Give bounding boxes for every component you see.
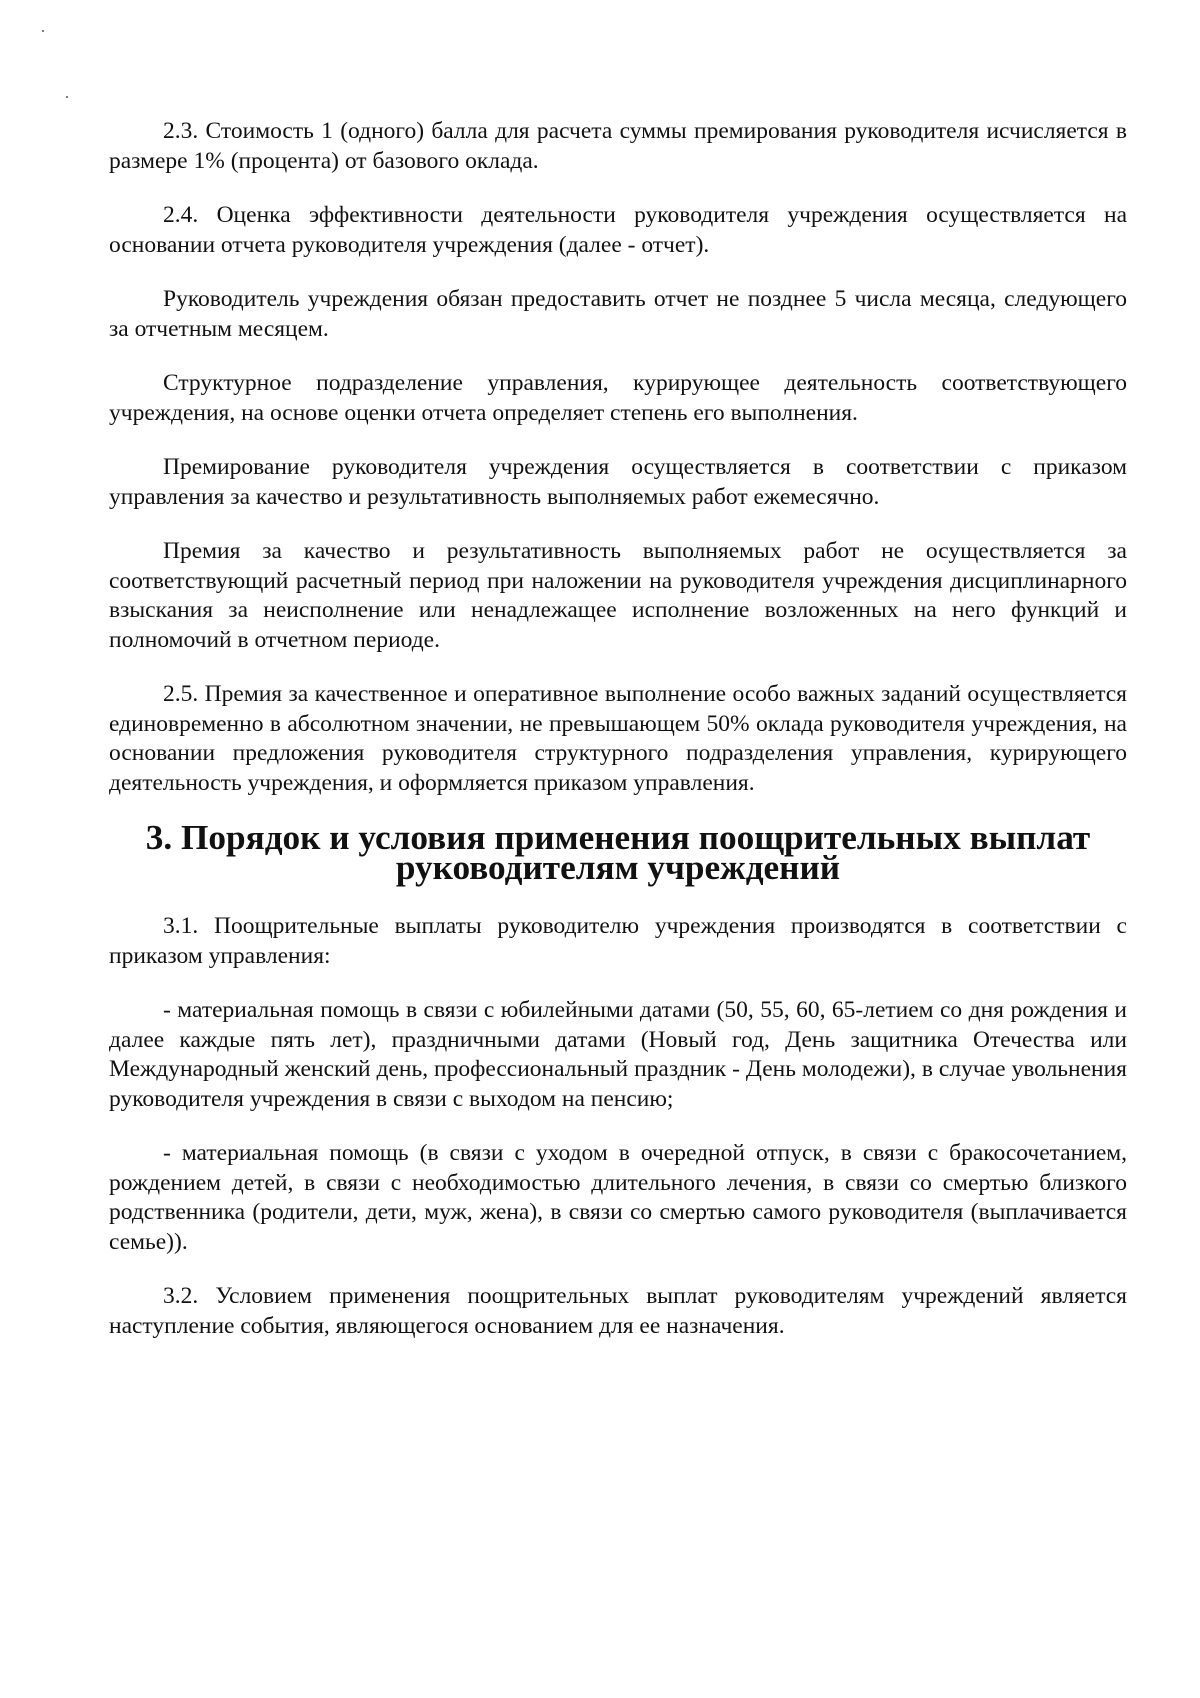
paragraph-3-2: 3.2. Условием применения поощрительных выплат руководителям учреждений является наступление события, являющегося основанием для ее назначения.	[109, 1283, 1127, 1339]
paragraph-2-5: 2.5. Премия за качественное и оперативное выполнение особо важных заданий осуществляется единовременно в абсолютном значении, не превышающем 50% оклада руководителя учреждения, на основании предложения руководителя структурного подразделения управления, курирующего деятельность учреждения, и оформляется приказом управления.	[109, 681, 1127, 796]
section-3-heading-line2: руководителям учреждений	[395, 847, 841, 887]
paragraph-report-deadline: Руководитель учреждения обязан предоставить отчет не позднее 5 числа месяца, следующего за отчетным месяцем.	[109, 286, 1127, 342]
paragraph-2-4: 2.4. Оценка эффективности деятельности руководителя учреждения осуществляется на основании отчета руководителя учреждения (далее - отчет).	[109, 202, 1127, 258]
paragraph-2-3: 2.3. Стоимость 1 (одного) балла для расчета суммы премирования руководителя исчисляется в размере 1% (процента) от базового оклада.	[109, 118, 1127, 174]
paragraph-aid-anniversary: - материальная помощь в связи с юбилейными датами (50, 55, 60, 65-летием со дня рождения и далее каждые пять лет), праздничными датами (Новый год, День защитника Отечества или Международный женский день, профессиональный праздник - День молодежи), в случае увольнения руководителя учреждения в связи с выходом на пенсию;	[109, 997, 1127, 1112]
section-3-heading-line1: 3. Порядок и условия применения поощрительных выплат	[145, 818, 1091, 857]
paragraph-structural-unit: Структурное подразделение управления, курирующее деятельность соответствующего учреждения, на основе оценки отчета определяет степень его выполнения.	[109, 370, 1127, 426]
paragraph-aid-events: - материальная помощь (в связи с уходом в очередной отпуск, в связи с бракосочетанием, рождением детей, в связи с необходимостью длительного лечения, в связи со смертью близкого родственника (родители, дети, муж, жена), в связи со смертью самого руководителя (выплачивается семье)).	[109, 1140, 1127, 1255]
section-3-heading	[109, 818, 1127, 887]
document-body	[109, 117, 1127, 1366]
paragraph-bonus-exclusion: Премия за качество и результативность выполняемых работ не осуществляется за соответствующий расчетный период при наложении на руководителя учреждения дисциплинарного взыскания за неисполнение или ненадлежащее исполнение возложенных на него функций и полномочий в отчетном периоде.	[109, 538, 1127, 653]
scan-speck	[66, 96, 68, 98]
paragraph-bonus-monthly: Премирование руководителя учреждения осуществляется в соответствии с приказом управления за качество и результативность выполняемых работ ежемесячно.	[109, 454, 1127, 510]
scan-speck	[42, 30, 44, 32]
paragraph-3-1: 3.1. Поощрительные выплаты руководителю учреждения производятся в соответствии с приказом управления:	[109, 913, 1127, 969]
